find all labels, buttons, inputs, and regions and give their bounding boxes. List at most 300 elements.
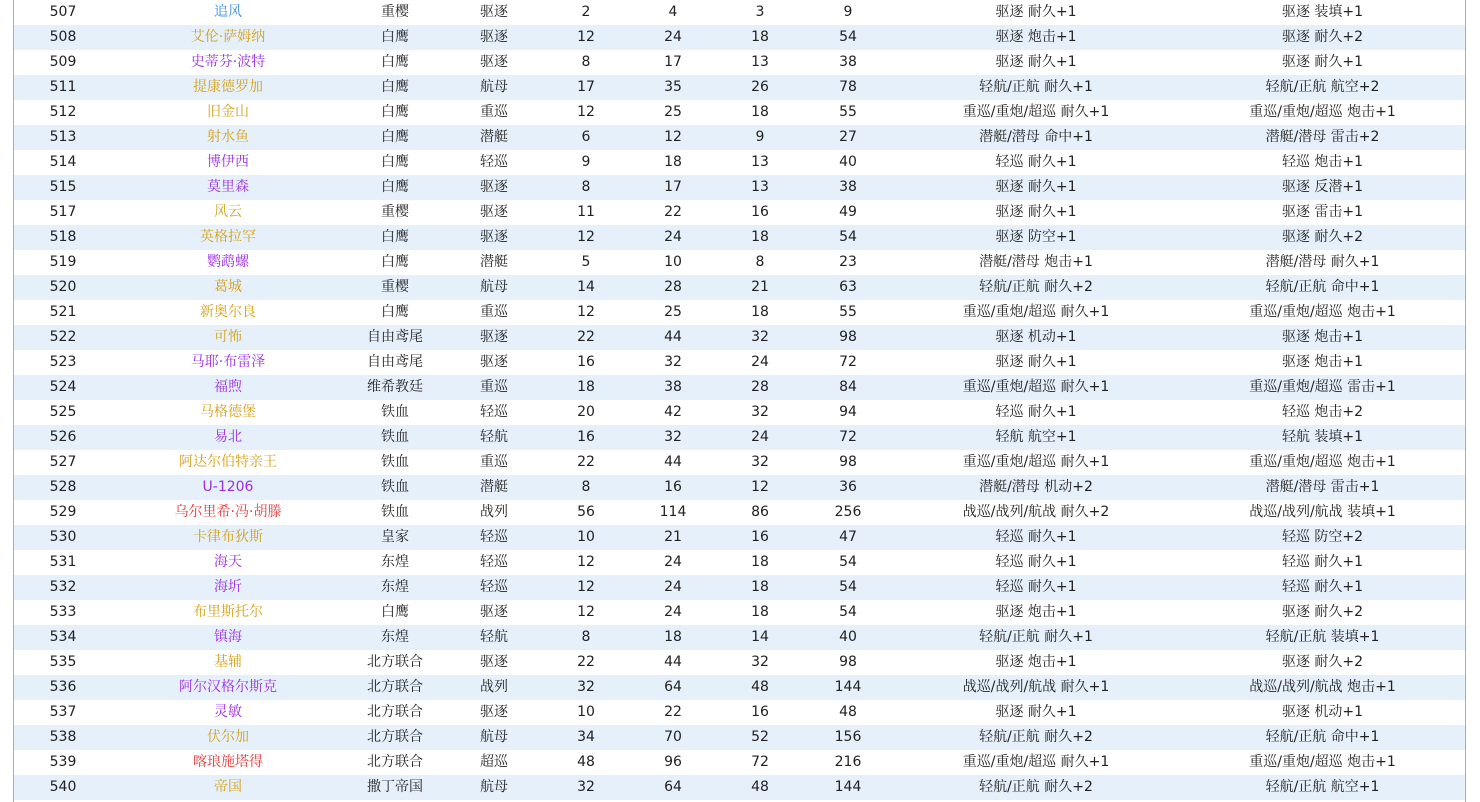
ship-name-link[interactable]: 阿达尔伯特亲王	[179, 454, 277, 470]
bonus-1-cell: 轻航/正航 耐久+2	[892, 775, 1180, 800]
bonus-1-cell: 重巡/重炮/超巡 耐久+1	[962, 454, 1110, 470]
value-4-cell: 54	[839, 554, 857, 570]
bonus-1-cell: 重巡/重炮/超巡 耐久+1	[962, 304, 1110, 320]
value-1-cell: 32	[542, 675, 630, 700]
value-3-cell: 18	[716, 225, 804, 250]
value-4-cell: 40	[804, 625, 892, 650]
value-4-cell: 84	[804, 375, 892, 400]
value-1-cell: 14	[542, 275, 630, 300]
value-4-cell: 23	[839, 254, 857, 270]
ship-id-cell: 515	[14, 175, 112, 200]
bonus-1-cell: 驱逐 耐久+1	[995, 704, 1077, 720]
ship-id-cell: 523	[49, 354, 77, 370]
ship-type-cell: 航母	[446, 75, 542, 100]
bonus-2-cell: 重巡/重炮/超巡 炮击+1	[1249, 754, 1396, 770]
ship-name-link[interactable]: 博伊西	[207, 154, 249, 170]
value-2-cell: 28	[630, 275, 716, 300]
bonus-1-cell: 轻巡 耐久+1	[995, 154, 1077, 170]
faction-cell: 白鹰	[381, 154, 409, 170]
value-1-cell: 2	[581, 4, 591, 20]
ship-table	[14, 0, 1465, 800]
bonus-1-cell: 战巡/战列/航战 耐久+1	[892, 675, 1180, 700]
ship-type-cell: 潜艇	[480, 254, 508, 270]
ship-name-link[interactable]: 福煦	[112, 375, 344, 400]
value-2-cell: 42	[664, 404, 682, 420]
ship-type-cell: 驱逐	[446, 225, 542, 250]
ship-name-link[interactable]: 乌尔里希·冯·胡滕	[174, 504, 282, 520]
table-row	[14, 125, 1465, 150]
value-2-cell: 4	[668, 4, 678, 20]
faction-cell: 东煌	[344, 625, 446, 650]
ship-type-cell: 驱逐	[446, 175, 542, 200]
bonus-1-cell: 驱逐 耐久+1	[995, 204, 1077, 220]
ship-id-cell: 530	[14, 525, 112, 550]
bonus-2-cell: 驱逐 耐久+2	[1180, 25, 1465, 50]
value-4-cell: 54	[804, 25, 892, 50]
ship-name-link[interactable]: 鹦鹉螺	[207, 254, 249, 270]
bonus-1-cell: 驱逐 机动+1	[892, 325, 1180, 350]
ship-name-link[interactable]: 提康德罗加	[112, 75, 344, 100]
ship-name-link[interactable]: 史蒂芬·波特	[190, 54, 266, 70]
table-row	[14, 100, 1465, 125]
value-4-cell: 54	[839, 604, 857, 620]
value-3-cell: 52	[716, 725, 804, 750]
ship-type-cell: 轻巡	[446, 575, 542, 600]
value-4-cell: 216	[834, 754, 862, 770]
value-3-cell: 16	[716, 525, 804, 550]
faction-cell: 白鹰	[344, 125, 446, 150]
ship-type-cell: 轻巡	[480, 554, 508, 570]
ship-name-link[interactable]: 布里斯托尔	[193, 604, 263, 620]
faction-cell: 白鹰	[381, 254, 409, 270]
table-row	[14, 600, 1465, 625]
ship-id-cell: 519	[49, 254, 77, 270]
value-2-cell: 64	[630, 675, 716, 700]
table-row	[14, 400, 1465, 425]
ship-name-link[interactable]: 追风	[214, 4, 242, 20]
value-1-cell: 8	[542, 625, 630, 650]
value-3-cell: 32	[751, 654, 769, 670]
value-1-cell: 18	[542, 375, 630, 400]
bonus-1-cell: 驱逐 炮击+1	[892, 25, 1180, 50]
bonus-1-cell: 驱逐 耐久+1	[995, 4, 1077, 20]
ship-name-link[interactable]: 海圻	[112, 575, 344, 600]
bonus-2-cell: 驱逐 炮击+1	[1180, 325, 1465, 350]
value-2-cell: 16	[630, 475, 716, 500]
bonus-2-cell: 重巡/重炮/超巡 雷击+1	[1180, 375, 1465, 400]
ship-name-link[interactable]: 旧金山	[207, 104, 249, 120]
value-2-cell: 24	[664, 554, 682, 570]
value-2-cell: 24	[630, 25, 716, 50]
value-4-cell: 78	[804, 75, 892, 100]
value-3-cell: 86	[751, 504, 769, 520]
ship-name-link[interactable]: 阿尔汉格尔斯克	[112, 675, 344, 700]
ship-type-cell: 战列	[480, 504, 508, 520]
bonus-2-cell: 战巡/战列/航战 装填+1	[1249, 504, 1396, 520]
bonus-2-cell: 驱逐 耐久+2	[1281, 654, 1364, 670]
ship-name-link[interactable]: 马耶·布雷泽	[190, 354, 266, 370]
value-3-cell: 13	[716, 175, 804, 200]
ship-id-cell: 509	[49, 54, 77, 70]
table-row	[14, 525, 1465, 550]
table-row	[14, 500, 1465, 525]
bonus-1-cell: 轻巡 耐久+1	[995, 404, 1077, 420]
faction-cell: 铁血	[381, 454, 409, 470]
bonus-1-cell: 轻航/正航 耐久+2	[892, 725, 1180, 750]
value-2-cell: 18	[664, 154, 682, 170]
value-3-cell: 24	[716, 425, 804, 450]
value-4-cell: 48	[839, 704, 857, 720]
table-row	[14, 75, 1465, 100]
value-4-cell: 40	[839, 154, 857, 170]
ship-type-cell: 超巡	[480, 754, 508, 770]
bonus-1-cell: 驱逐 耐久+1	[995, 354, 1077, 370]
value-2-cell: 38	[630, 375, 716, 400]
bonus-2-cell: 轻巡 耐久+1	[1281, 554, 1364, 570]
value-3-cell: 26	[716, 75, 804, 100]
ship-id-cell: 520	[14, 275, 112, 300]
faction-cell: 北方联合	[367, 754, 423, 770]
table-row	[14, 200, 1465, 225]
faction-cell: 撒丁帝国	[344, 775, 446, 800]
ship-name-link[interactable]: 风云	[214, 204, 242, 220]
value-1-cell: 12	[542, 575, 630, 600]
ship-id-cell: 528	[14, 475, 112, 500]
value-2-cell: 44	[664, 454, 682, 470]
table-row	[14, 425, 1465, 450]
ship-type-cell: 驱逐	[480, 204, 508, 220]
table-row	[14, 575, 1465, 600]
value-1-cell: 12	[577, 604, 595, 620]
table-row	[14, 250, 1465, 275]
value-1-cell: 22	[542, 325, 630, 350]
table-row	[14, 0, 1465, 25]
table-row	[14, 750, 1465, 775]
bonus-1-cell: 轻航/正航 耐久+1	[892, 75, 1180, 100]
bonus-2-cell: 轻航/正航 航空+1	[1180, 775, 1465, 800]
value-3-cell: 13	[751, 54, 769, 70]
ship-name-link[interactable]: 莫里森	[112, 175, 344, 200]
value-3-cell: 14	[716, 625, 804, 650]
ship-id-cell: 512	[49, 104, 77, 120]
faction-cell: 白鹰	[344, 225, 446, 250]
value-3-cell: 32	[751, 454, 769, 470]
table-row	[14, 150, 1465, 175]
bonus-1-cell: 重巡/重炮/超巡 耐久+1	[962, 104, 1110, 120]
value-1-cell: 20	[577, 404, 595, 420]
value-4-cell: 94	[839, 404, 857, 420]
value-3-cell: 72	[751, 754, 769, 770]
ship-name-link[interactable]: 基辅	[214, 654, 242, 670]
ship-id-cell: 534	[14, 625, 112, 650]
value-3-cell: 16	[751, 704, 769, 720]
bonus-2-cell: 驱逐 反潜+1	[1180, 175, 1465, 200]
table-row	[14, 700, 1465, 725]
value-1-cell: 12	[577, 554, 595, 570]
ship-name-link[interactable]: 艾伦·萨姆纳	[112, 25, 344, 50]
value-2-cell: 22	[664, 204, 682, 220]
value-1-cell: 8	[542, 475, 630, 500]
value-2-cell: 25	[664, 104, 682, 120]
ship-id-cell: 529	[49, 504, 77, 520]
ship-name-link[interactable]: 卡律布狄斯	[112, 525, 344, 550]
bonus-1-cell: 驱逐 防空+1	[892, 225, 1180, 250]
value-1-cell: 5	[581, 254, 591, 270]
value-2-cell: 24	[664, 604, 682, 620]
value-2-cell: 32	[664, 354, 682, 370]
value-1-cell: 22	[577, 454, 595, 470]
ship-type-cell: 潜艇	[446, 475, 542, 500]
ship-name-link[interactable]: 葛城	[112, 275, 344, 300]
value-3-cell: 24	[751, 354, 769, 370]
ship-id-cell: 522	[14, 325, 112, 350]
bonus-1-cell: 驱逐 耐久+1	[892, 175, 1180, 200]
faction-cell: 铁血	[344, 475, 446, 500]
ship-type-cell: 驱逐	[446, 325, 542, 350]
value-3-cell: 12	[716, 475, 804, 500]
bonus-1-cell: 重巡/重炮/超巡 耐久+1	[962, 754, 1110, 770]
value-3-cell: 18	[751, 304, 769, 320]
table-row	[14, 475, 1465, 500]
ship-type-cell: 轻巡	[480, 404, 508, 420]
bonus-2-cell: 重巡/重炮/超巡 炮击+1	[1249, 304, 1396, 320]
value-1-cell: 11	[577, 204, 595, 220]
faction-cell: 东煌	[381, 554, 409, 570]
ship-id-cell: 518	[14, 225, 112, 250]
faction-cell: 重樱	[344, 275, 446, 300]
table-row	[14, 300, 1465, 325]
value-2-cell: 22	[664, 704, 682, 720]
value-4-cell: 47	[804, 525, 892, 550]
table-row	[14, 450, 1465, 475]
value-1-cell: 8	[542, 175, 630, 200]
bonus-1-cell: 潜艇/潜母 机动+2	[892, 475, 1180, 500]
bonus-2-cell: 驱逐 耐久+2	[1180, 225, 1465, 250]
value-3-cell: 13	[751, 154, 769, 170]
ship-type-cell: 轻巡	[446, 525, 542, 550]
value-2-cell: 44	[664, 654, 682, 670]
value-1-cell: 10	[542, 525, 630, 550]
value-4-cell: 9	[843, 4, 853, 20]
value-1-cell: 16	[577, 354, 595, 370]
value-2-cell: 17	[630, 175, 716, 200]
value-1-cell: 12	[577, 304, 595, 320]
table-row	[14, 775, 1465, 800]
ship-type-cell: 战列	[446, 675, 542, 700]
faction-cell: 维希教廷	[344, 375, 446, 400]
value-2-cell: 25	[664, 304, 682, 320]
value-3-cell: 28	[716, 375, 804, 400]
value-2-cell: 35	[630, 75, 716, 100]
bonus-2-cell: 战巡/战列/航战 炮击+1	[1180, 675, 1465, 700]
ship-name-link[interactable]: 伏尔加	[112, 725, 344, 750]
table-row	[14, 325, 1465, 350]
bonus-2-cell: 轻航/正航 命中+1	[1180, 275, 1465, 300]
value-3-cell: 18	[751, 104, 769, 120]
value-1-cell: 56	[577, 504, 595, 520]
value-2-cell: 24	[630, 225, 716, 250]
bonus-1-cell: 驱逐 耐久+1	[995, 54, 1077, 70]
value-4-cell: 55	[839, 104, 857, 120]
value-3-cell: 3	[755, 4, 765, 20]
ship-name-link[interactable]: 可怖	[112, 325, 344, 350]
value-2-cell: 70	[630, 725, 716, 750]
ship-table-body	[14, 0, 1465, 800]
ship-name-link[interactable]: 镇海	[112, 625, 344, 650]
value-4-cell: 98	[804, 325, 892, 350]
value-4-cell: 72	[839, 354, 857, 370]
ship-type-cell: 驱逐	[480, 604, 508, 620]
bonus-2-cell: 轻巡 耐久+1	[1180, 575, 1465, 600]
ship-id-cell: 525	[49, 404, 77, 420]
table-row	[14, 675, 1465, 700]
ship-id-cell: 524	[14, 375, 112, 400]
value-4-cell: 54	[804, 575, 892, 600]
ship-type-cell: 驱逐	[480, 4, 508, 20]
value-4-cell: 55	[839, 304, 857, 320]
value-4-cell: 38	[839, 54, 857, 70]
value-2-cell: 10	[664, 254, 682, 270]
bonus-2-cell: 潜艇/潜母 雷击+2	[1180, 125, 1465, 150]
ship-type-cell: 重巡	[480, 304, 508, 320]
ship-name-link[interactable]: 海天	[214, 554, 242, 570]
table-row	[14, 550, 1465, 575]
ship-type-cell: 重巡	[446, 375, 542, 400]
faction-cell: 铁血	[344, 425, 446, 450]
bonus-2-cell: 驱逐 装填+1	[1281, 4, 1364, 20]
ship-type-cell: 驱逐	[446, 25, 542, 50]
faction-cell: 重樱	[381, 4, 409, 20]
faction-cell: 白鹰	[381, 104, 409, 120]
bonus-2-cell: 轻航/正航 命中+1	[1180, 725, 1465, 750]
faction-cell: 东煌	[344, 575, 446, 600]
bonus-2-cell: 驱逐 耐久+1	[1281, 54, 1364, 70]
bonus-1-cell: 驱逐 炮击+1	[995, 604, 1077, 620]
ship-id-cell: 540	[14, 775, 112, 800]
ship-name-link[interactable]: 喀琅施塔得	[193, 754, 263, 770]
faction-cell: 白鹰	[381, 304, 409, 320]
ship-type-cell: 轻航	[446, 625, 542, 650]
ship-id-cell: 507	[49, 4, 77, 20]
value-4-cell: 156	[804, 725, 892, 750]
bonus-2-cell: 轻航/正航 航空+2	[1180, 75, 1465, 100]
ship-type-cell: 航母	[446, 725, 542, 750]
value-2-cell: 24	[630, 575, 716, 600]
ship-type-cell: 轻航	[446, 425, 542, 450]
table-row	[14, 625, 1465, 650]
ship-id-cell: 531	[49, 554, 77, 570]
ship-id-cell: 508	[14, 25, 112, 50]
ship-id-cell: 521	[49, 304, 77, 320]
value-2-cell: 114	[659, 504, 687, 520]
bonus-1-cell: 重巡/重炮/超巡 耐久+1	[892, 375, 1180, 400]
value-3-cell: 32	[716, 325, 804, 350]
value-1-cell: 6	[542, 125, 630, 150]
value-2-cell: 32	[630, 425, 716, 450]
ship-id-cell: 526	[14, 425, 112, 450]
faction-cell: 白鹰	[344, 175, 446, 200]
faction-cell: 自由鸢尾	[367, 354, 423, 370]
ship-name-link[interactable]: 帝国	[112, 775, 344, 800]
ship-name-link[interactable]: 英格拉罕	[112, 225, 344, 250]
value-1-cell: 12	[542, 225, 630, 250]
ship-id-cell: 527	[49, 454, 77, 470]
ship-name-link[interactable]: 新奥尔良	[200, 304, 256, 320]
table-row	[14, 275, 1465, 300]
table-row	[14, 50, 1465, 75]
value-4-cell: 49	[839, 204, 857, 220]
value-2-cell: 96	[664, 754, 682, 770]
table-row	[14, 175, 1465, 200]
value-1-cell: 17	[542, 75, 630, 100]
value-1-cell: 22	[577, 654, 595, 670]
bonus-1-cell: 轻巡 耐久+1	[995, 554, 1077, 570]
ship-type-cell: 重巡	[480, 104, 508, 120]
value-1-cell: 16	[542, 425, 630, 450]
table-row	[14, 350, 1465, 375]
bonus-2-cell: 重巡/重炮/超巡 炮击+1	[1249, 454, 1396, 470]
value-4-cell: 98	[839, 654, 857, 670]
ship-name-link[interactable]: 灵敏	[214, 704, 242, 720]
value-2-cell: 21	[630, 525, 716, 550]
value-4-cell: 38	[804, 175, 892, 200]
bonus-2-cell: 驱逐 耐久+2	[1281, 604, 1364, 620]
faction-cell: 北方联合	[367, 704, 423, 720]
faction-cell: 重樱	[381, 204, 409, 220]
value-4-cell: 54	[804, 225, 892, 250]
ship-id-cell: 536	[14, 675, 112, 700]
ship-name-link[interactable]: 易北	[112, 425, 344, 450]
value-1-cell: 12	[577, 104, 595, 120]
value-3-cell: 48	[716, 775, 804, 800]
value-3-cell: 48	[716, 675, 804, 700]
ship-type-cell: 轻巡	[480, 154, 508, 170]
ship-type-cell: 重巡	[480, 454, 508, 470]
faction-cell: 白鹰	[344, 75, 446, 100]
bonus-2-cell: 轻巡 炮击+1	[1281, 154, 1364, 170]
bonus-1-cell: 轻航/正航 耐久+1	[892, 625, 1180, 650]
ship-type-cell: 潜艇	[446, 125, 542, 150]
value-3-cell: 9	[716, 125, 804, 150]
ship-id-cell: 539	[49, 754, 77, 770]
bonus-2-cell: 潜艇/潜母 雷击+1	[1180, 475, 1465, 500]
table-row	[14, 225, 1465, 250]
bonus-2-cell: 轻巡 防空+2	[1180, 525, 1465, 550]
table-row	[14, 375, 1465, 400]
value-2-cell: 64	[630, 775, 716, 800]
ship-type-cell: 驱逐	[480, 654, 508, 670]
value-1-cell: 34	[542, 725, 630, 750]
value-1-cell: 8	[581, 54, 591, 70]
table-row	[14, 650, 1465, 675]
bonus-2-cell: 驱逐 雷击+1	[1281, 204, 1364, 220]
bonus-2-cell: 驱逐 机动+1	[1281, 704, 1364, 720]
ship-name-link[interactable]: 马格德堡	[200, 404, 256, 420]
ship-id-cell: 535	[49, 654, 77, 670]
value-4-cell: 144	[804, 775, 892, 800]
faction-cell: 白鹰	[381, 604, 409, 620]
faction-cell: 铁血	[381, 504, 409, 520]
faction-cell: 自由鸢尾	[344, 325, 446, 350]
ship-name-link[interactable]: 射水鱼	[112, 125, 344, 150]
table-right-border	[1465, 0, 1466, 802]
ship-id-cell: 511	[14, 75, 112, 100]
value-1-cell: 32	[542, 775, 630, 800]
faction-cell: 皇家	[344, 525, 446, 550]
ship-type-cell: 驱逐	[480, 704, 508, 720]
ship-name-link[interactable]: U-1206	[112, 475, 344, 500]
value-3-cell: 18	[751, 554, 769, 570]
